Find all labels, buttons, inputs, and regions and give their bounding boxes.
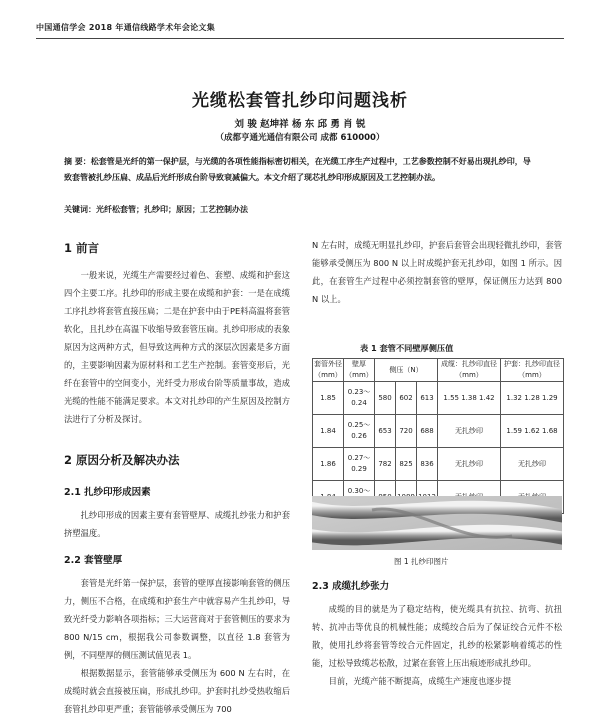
cell-wall: 0.25～0.26 <box>344 415 375 448</box>
cell-od: 1.86 <box>313 448 344 481</box>
tube-photo-svg <box>312 496 562 550</box>
cell-cabling: 1.55 1.38 1.42 <box>438 382 501 415</box>
col-header-jacket: 护套：扎纱印直径（mm） <box>501 359 564 382</box>
figure-1-photo <box>312 496 562 550</box>
cell-cabling: 无扎纱印 <box>438 448 501 481</box>
cell-pressure: 653 <box>375 415 396 448</box>
table-1-caption: 表 1 套管不同壁厚侧压值 <box>360 343 454 353</box>
section-2-2-paragraph-2: 根据数据显示，套管能够承受侧压为 600 N 左右时，在成缆时就会直接被压扁，形成扎纱印。护套时扎纱受热收缩后套管扎纱印更严重；套管能够承受侧压为 700 <box>64 668 290 714</box>
cell-jacket: 1.32 1.28 1.29 <box>501 382 564 415</box>
continued-paragraph: N 左右时，成缆无明显扎纱印，护套后套管会出现轻微扎纱印，套管能够承受侧压为 800 N 以上时成缆护套无扎纱印，如图 1 所示。因此，在套管生产过程中必须控制套管的壁厚，保证侧压力达到 800 N 以上。 <box>312 240 562 304</box>
cell-pressure: 782 <box>375 448 396 481</box>
section-1-body <box>64 266 290 428</box>
cell-pressure: 825 <box>396 448 417 481</box>
right-column-top <box>312 236 562 308</box>
keywords-text: 光纤松套管；扎纱印；原因；工艺控制办法 <box>96 205 248 214</box>
cell-wall: 0.30～ <box>344 481 375 514</box>
paper-title: 光缆松套管扎纱印问题浅析 <box>192 91 408 111</box>
section-2-1-paragraph: 扎纱印形成的因素主要有套管壁厚、成缆扎纱张力和护套挤塑温度。 <box>64 510 290 538</box>
affiliation: （成都亨通光通信有限公司 成都 610000） <box>215 133 385 143</box>
cell-od: 1.84 <box>313 415 344 448</box>
section-2-3-body <box>312 600 562 690</box>
cell-jacket: 无扎纱印 <box>501 448 564 481</box>
col-header-pressure: 侧压（N） <box>375 359 438 382</box>
cell-wall: 0.23～0.24 <box>344 382 375 415</box>
side-pressure-table <box>312 358 564 514</box>
author-list: 刘 骏 赵坤祥 杨 东 邱 勇 肖 锐 <box>234 119 366 130</box>
cell-pressure: 688 <box>417 415 438 448</box>
figure-1-caption: 图 1 扎纱印图片 <box>394 557 449 566</box>
table-1 <box>312 358 564 514</box>
abstract <box>64 154 538 186</box>
header-divider <box>36 38 564 39</box>
abstract-label: 摘 要： <box>64 157 91 166</box>
section-1-heading: 1 前言 <box>64 241 100 255</box>
cell-pressure: 613 <box>417 382 438 415</box>
section-2-2-heading: 2.2 套管壁厚 <box>64 555 123 566</box>
section-2-2-paragraph-1: 套管是光纤第一保护层，套管的壁厚直接影响套管的侧压力，侧压不合格，在成缆和护套生产中就容易产生扎纱印，导致光纤受力影响各项指标；三大运营商对于套管侧压的要求为 800 N/15 cm，根据我公司参数调整，以直径 1.8 套管为例，不同壁厚的侧压测试值见表 1。 <box>64 578 290 660</box>
table-row <box>313 382 564 415</box>
col-header-wall: 壁厚（mm） <box>344 359 375 382</box>
section-2-2-body <box>64 574 290 718</box>
section-2-3-heading: 2.3 成缆扎纱张力 <box>312 581 390 592</box>
cell-pressure: 580 <box>375 382 396 415</box>
running-header: 中国通信学会 2018 年通信线路学术年会论文集 <box>36 23 216 32</box>
section-2-1-heading: 2.1 扎纱印形成因素 <box>64 487 151 498</box>
cell-pressure: 836 <box>417 448 438 481</box>
cell-pressure: 602 <box>396 382 417 415</box>
section-1-paragraph: 一般来说，光缆生产需要经过着色、套塑、成缆和护套这四个主要工序。扎纱印的形成主要在成缆和护套：一是在成缆工序扎纱将套管直接压扁；二是在护套中由于PE料高温将套管软化，且扎纱在高温下收缩导致套管压扁。扎纱印形成的表象原因为这两种方式，但导致这两种方式的深层次因素是多方面的，主要影响因素为原材料和工艺生产控制。套管变形后，光纤在套管中的空间变小，光纤受力形成台阶等质量事故，造成光缆的性能不能满足要求。本文对扎纱印的产生原因及控制方法进行了分析及探讨。 <box>64 270 290 424</box>
table-row <box>313 415 564 448</box>
table-header-row <box>313 359 564 382</box>
col-header-cabling: 成缆：扎纱印直径（mm） <box>438 359 501 382</box>
section-2-3-paragraph-2: 目前，光缆产能不断提高，成缆生产速度也逐步提 <box>328 676 512 686</box>
cell-wall: 0.27～0.29 <box>344 448 375 481</box>
section-2-heading: 2 原因分析及解决办法 <box>64 453 180 467</box>
abstract-text: 松套管是光纤的第一保护层，与光缆的各项性能指标密切相关，在光缆工序生产过程中，工艺参数控制不好易出现扎纱印，导致套管被扎纱压扁、成品后光纤形成台阶导致衰减偏大。本文介绍了现芯扎纱印形成原因及工艺控制办法。 <box>64 157 531 182</box>
col-header-od: 套管外径（mm） <box>313 359 344 382</box>
section-2-3-paragraph-1: 成缆的目的就是为了稳定结构，使光缆具有抗拉、抗弯、抗扭转、抗冲击等优良的机械性能；成缆绞合后为了保证绞合元件不松散，使用扎纱将套管等绞合元件固定，扎纱的松紧影响着缆芯的性能，过松导致缆芯松散，过紧在套管上压出痕迹形成扎纱印。 <box>312 604 562 668</box>
cell-od: 1.85 <box>313 382 344 415</box>
keywords-label: 关键词： <box>64 205 96 214</box>
cell-jacket: 1.59 1.62 1.68 <box>501 415 564 448</box>
table-row <box>313 448 564 481</box>
cell-pressure: 720 <box>396 415 417 448</box>
section-2-1-body <box>64 506 290 542</box>
cell-cabling: 无扎纱印 <box>438 415 501 448</box>
keywords <box>64 204 538 215</box>
